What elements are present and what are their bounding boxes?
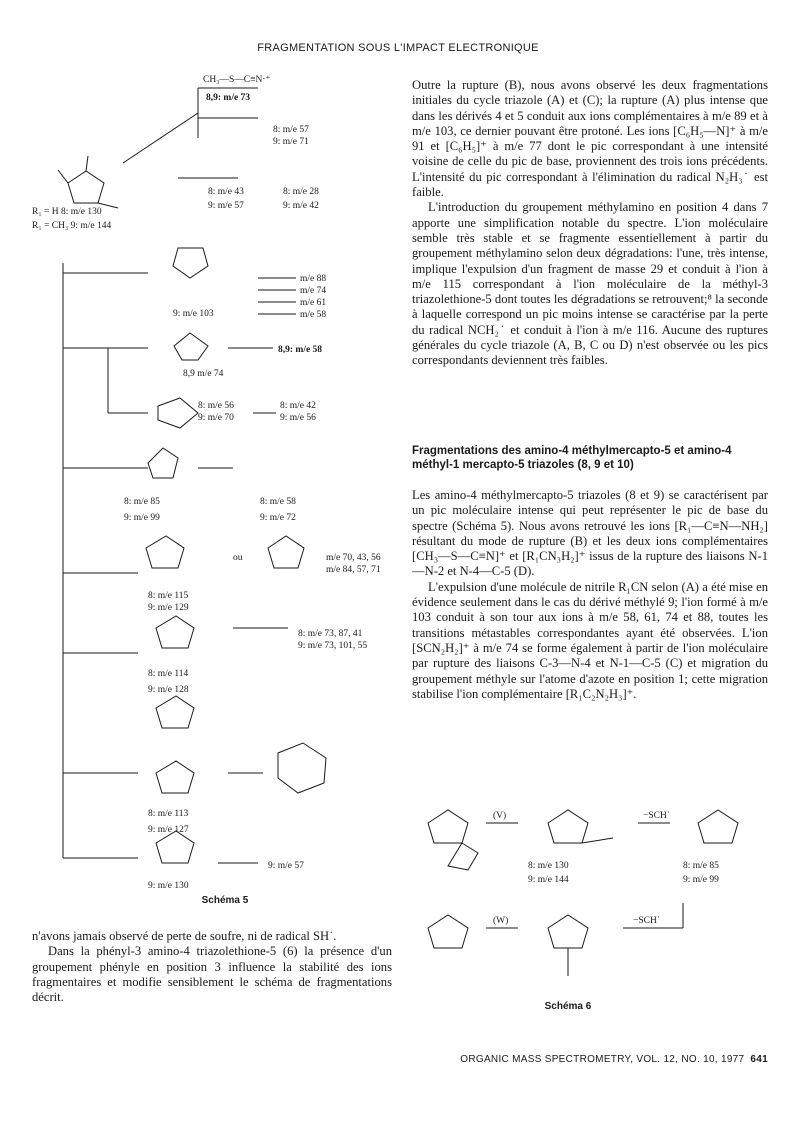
m61-label: m/e 61: [300, 298, 327, 308]
m115-label: 8: m/e 115: [148, 591, 189, 601]
m144-6-label: 9: m/e 144: [528, 875, 569, 885]
m113-label: 8: m/e 113: [148, 809, 189, 819]
ou-label: ou: [233, 553, 243, 563]
m103-label: 9: m/e 103: [173, 309, 214, 319]
left-paragraph-1: n'avons jamais observé de perte de soufre, ni de radical SH˙.: [32, 929, 337, 943]
m127-label: 9: m/e 127: [148, 825, 189, 835]
m73-label: 8,9: m/e 73: [206, 93, 251, 103]
m88-label: m/e 88: [300, 274, 327, 284]
scheme-6-svg: [408, 778, 778, 1018]
m72-label: 9: m/e 72: [260, 513, 296, 523]
m73bis-label: 8: m/e 73, 87, 41: [298, 629, 363, 639]
m42b-label: 8: m/e 42: [280, 401, 316, 411]
m74b-label: 8,9 m/e 74: [183, 369, 224, 379]
right-paragraph-4: L'expulsion d'une molécule de nitrile R₁CN selon (A) a été mise en évidence seulement dans le cas du dérivé méthylé 9; l'ion formé à m/e 103 conduit à son tour aux ions à m/e 58, 61, 74 et 88, toutes les transitions métastables correspondantes ayant été observées. L'ion [SCN₂H₂]⁺ à m/e 74 se forme également à partir de l'ion moléculaire par rupture des liaisons C-3—N-4 et N-1—C-5 (C) et migration du groupement méthyle sur l'atome d'azote en position 1; cette migration stabilise l'ion complémentaire [R₁C₂N₂H₃]⁺.: [412, 579, 768, 701]
right-column-text: [412, 78, 768, 369]
scheme-6-diagram: [408, 778, 778, 1018]
triazole-ring-top: [68, 171, 104, 203]
m56b-label: 9: m/e 56: [280, 413, 316, 423]
r1h-label: R₁ = H 8: m/e 130: [32, 207, 102, 217]
m42-label: 9: m/e 42: [283, 201, 319, 211]
m130-6-label: 8: m/e 130: [528, 861, 569, 871]
m71-label: 9: m/e 71: [273, 137, 309, 147]
m704356-label: m/e 70, 43, 56: [326, 553, 381, 563]
scheme-6-caption: Schéma 6: [544, 1001, 592, 1012]
v-label: (V): [493, 811, 507, 821]
scheme-5-caption: Schéma 5: [201, 895, 249, 906]
section-heading: Fragmentations des amino-4 méthylmercapto-5 et amino-4 méthyl-1 mercapto-5 triazoles (8, 9 et 10): [412, 445, 732, 471]
m57b-label: 9: m/e 57: [208, 201, 244, 211]
m99-label: 9: m/e 99: [124, 513, 160, 523]
scheme-5-diagram: [28, 68, 408, 913]
m85-6-label: 8: m/e 85: [683, 861, 719, 871]
scheme-5-svg: [28, 68, 408, 913]
m58-label: m/e 58: [300, 310, 327, 320]
m56-label: 8: m/e 56: [198, 401, 234, 411]
right-column-text-2: [412, 488, 768, 702]
right-paragraph-2: L'introduction du groupement méthylamino en position 4 dans 7 apporte une simplification notable du spectre. L'ion moléculaire semble très stable et se fragmente essentiellement à partir du groupement méthylamino selon deux dégradations: l'une, très intense, implique l'expulsion d'un fragment de masse 29 et conduit à l'ion à m/e 115 correspondant à l'ion moléculaire de la méthyl-3 triazolethione-5 dont toutes les dégradations se retrouvent;⁸ la seconde à laquelle correspond un pic moins intense se caractérise par la perte du radical NCH₂˙ et conduit à l'ion à m/e 116. Aucune des ruptures générales du cycle triazole (A, B, C ou D) n'est observée ou les pics correspondants deviennent très faibles.: [412, 200, 768, 368]
page-number: 641: [750, 1054, 768, 1065]
left-paragraph-2: Dans la phényl-3 amino-4 triazolethione-5 (6) la présence d'un groupement phényle en position 3 influence la stabilité des ions fragmentaires et modifie sensiblement le schéma de fragmentations décrit.: [32, 944, 392, 1005]
m58c-label: 8: m/e 58: [260, 497, 296, 507]
left-column-text: [32, 929, 392, 1005]
m128-label: 9: m/e 128: [148, 685, 189, 695]
m57c-label: 9: m/e 57: [268, 861, 304, 871]
m845771-label: m/e 84, 57, 71: [326, 565, 381, 575]
m85-label: 8: m/e 85: [124, 497, 160, 507]
running-header: FRAGMENTATION SOUS L'IMPACT ELECTRONIQUE: [257, 42, 539, 54]
m28-label: 8: m/e 28: [283, 187, 319, 197]
right-paragraph-3: Les amino-4 méthylmercapto-5 triazoles (8 et 9) se caractérisent par un pic moléculaire intense qui peut représenter le pic de base du spectre (Schéma 5). Nous avons retrouvé les ions [R₁—C≡N—NH₂] résultant du mode de rupture (B) et les deux ions complémentaires [CH₃—S—C≡N]⁺ et [R₁CN₃H₂]⁺ issus de la rupture des liaisons N-1—N-2 et N-4—C-5 (D).: [412, 488, 768, 579]
ch3scn-label: CH₃—S—C≡N‧⁺: [203, 75, 271, 85]
right-paragraph-1: Outre la rupture (B), nous avons observé les deux fragmentations initiales du cycle triazole (A) et (C); la rupture (A) plus intense que dans les dérivés 4 et 5 conduit aux ions complémentaires à m/e 89 et à m/e 103, ce dernier pouvant être protoné. Les ions [C₆H₅—N]⁺ à m/e 91 et [C₆H₅]⁺ à m/e 77 dont le pic correspondant à une intensité voisine de celle du pic de base, proviennent des trois ions précédents. L'intensité du pic correspondant à l'élimination du radical N₂H₃˙ est faible.: [412, 78, 768, 200]
sch-label-1: −SCH˙: [643, 811, 671, 821]
m70-label: 9: m/e 70: [198, 413, 234, 423]
m73ter-label: 9: m/e 73, 101, 55: [298, 641, 368, 651]
page-footer: [460, 1054, 768, 1065]
m58b-label: 8,9: m/e 58: [278, 345, 323, 355]
m114-label: 8: m/e 114: [148, 669, 189, 679]
sch-label-2: −SCH˙: [633, 916, 661, 926]
m74-label: m/e 74: [300, 286, 327, 296]
w-label: (W): [493, 916, 509, 926]
m129-label: 9: m/e 129: [148, 603, 189, 613]
m99-6-label: 9: m/e 99: [683, 875, 719, 885]
r1ch3-label: R₁ = CH₃ 9: m/e 144: [32, 221, 112, 231]
m130-label: 9: m/e 130: [148, 881, 189, 891]
m43-label: 8: m/e 43: [208, 187, 244, 197]
m57-label: 8: m/e 57: [273, 125, 309, 135]
journal-citation: ORGANIC MASS SPECTROMETRY, VOL. 12, NO. 10, 1977: [460, 1054, 745, 1065]
